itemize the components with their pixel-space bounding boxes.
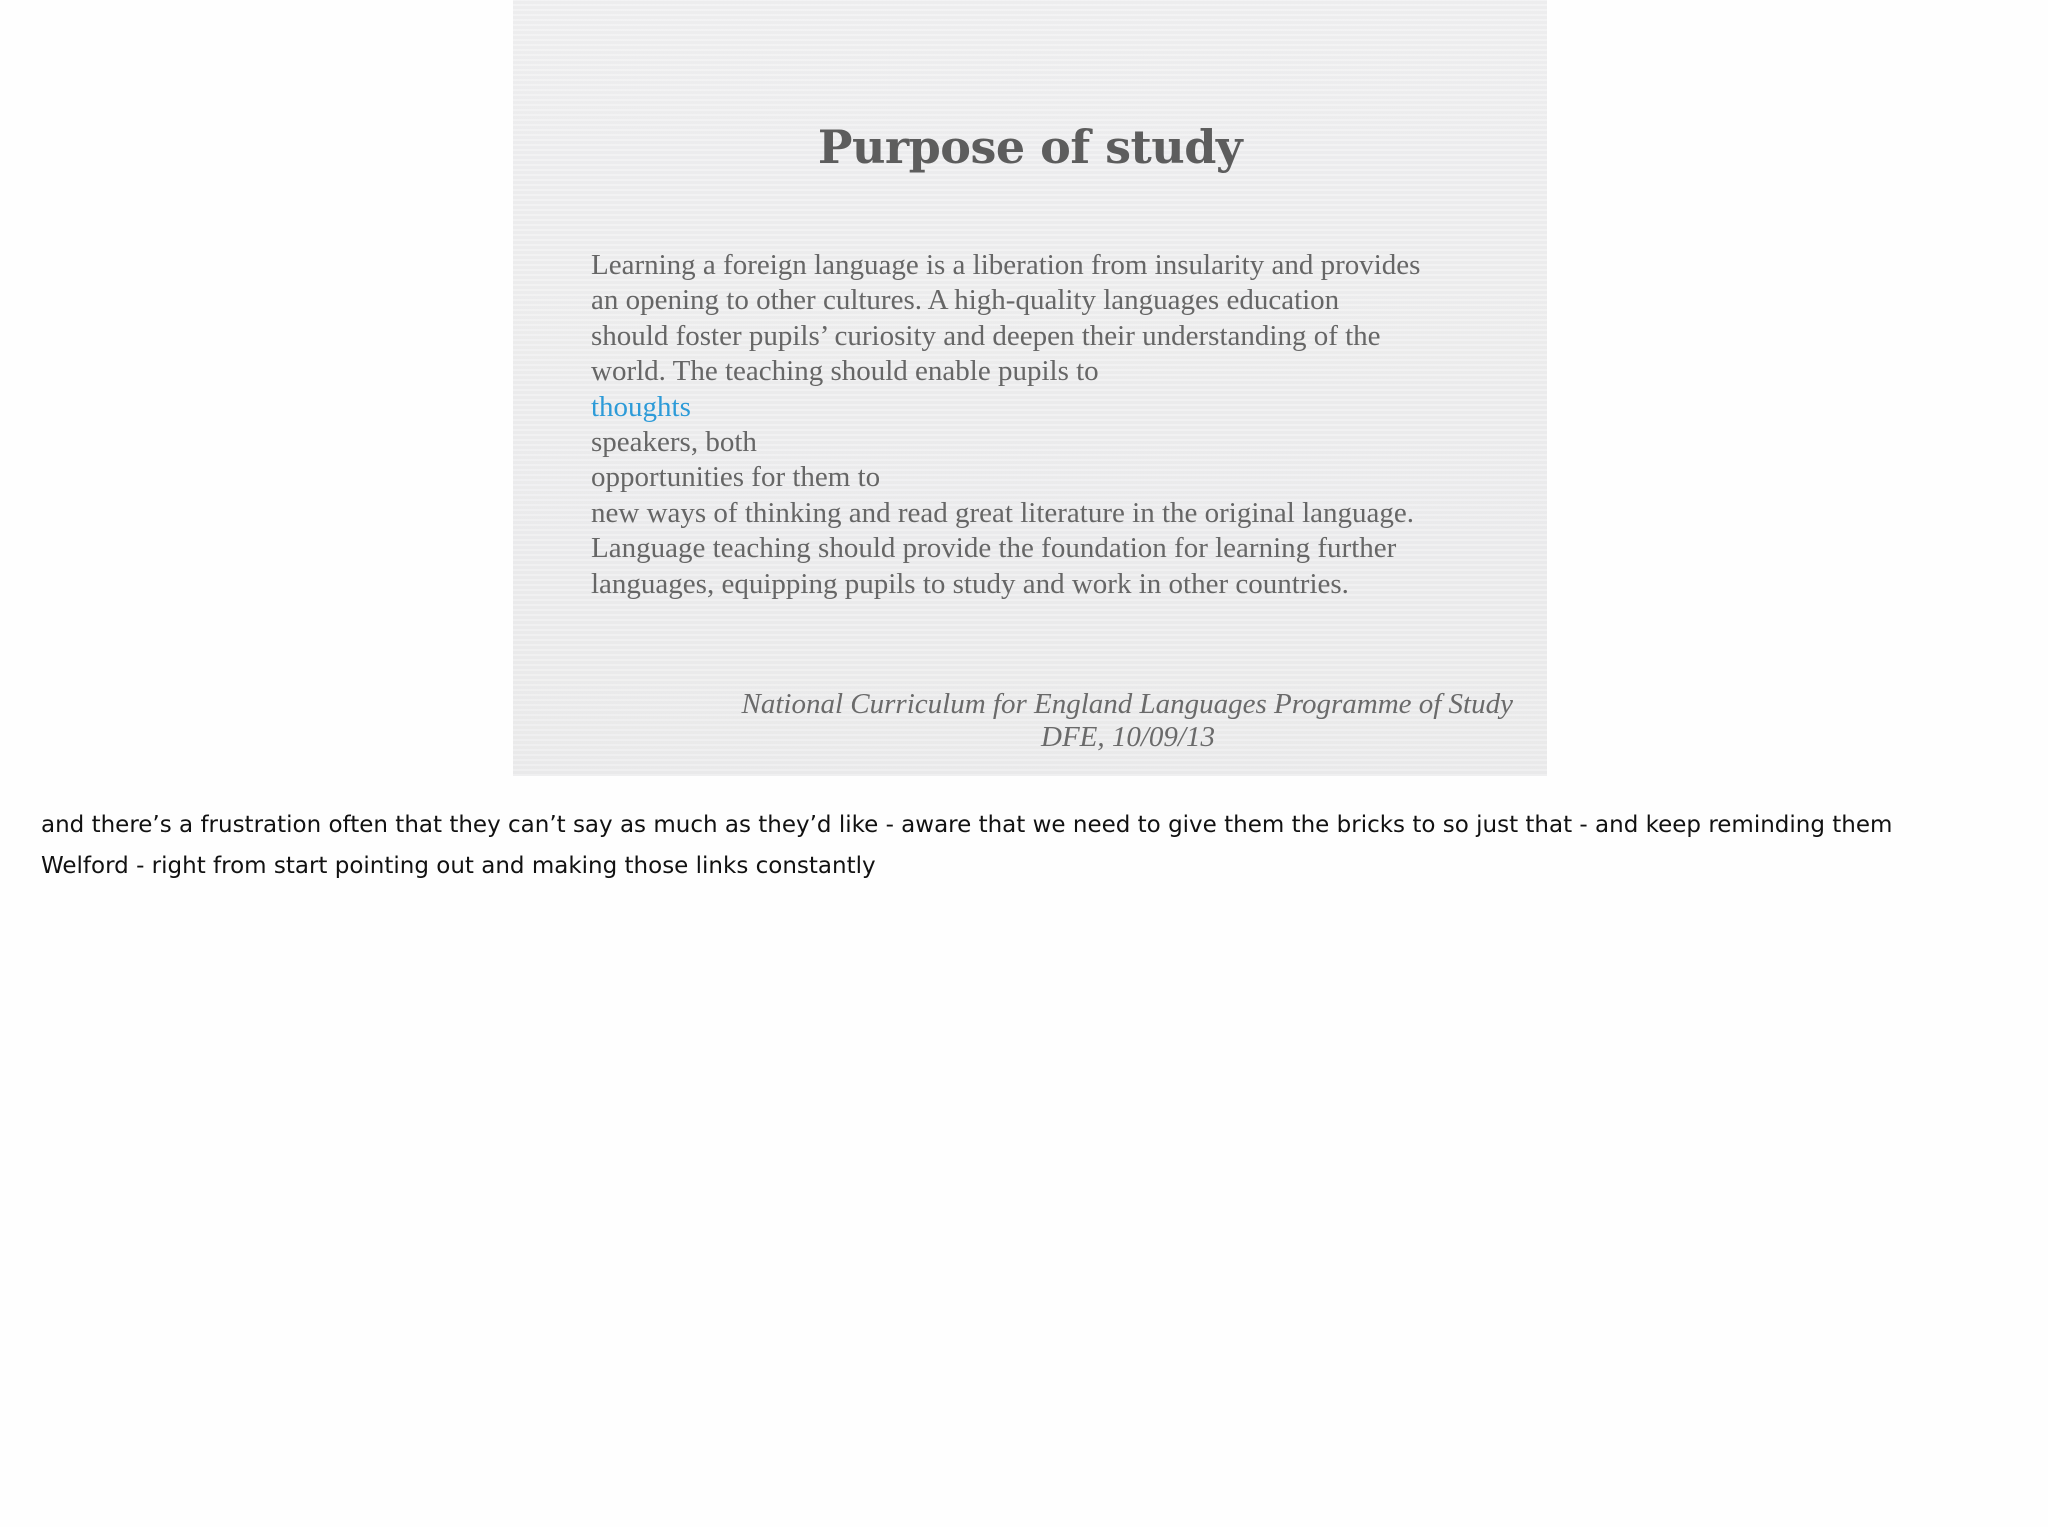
slide-body [591,248,1511,602]
citation-title: National Curriculum for England Languages Programme of Study [741,688,1513,720]
body-line: new ways of thinking and read great literature in the original language. [591,496,1414,529]
slide [513,0,1547,776]
body-line: Language teaching should provide the foundation for learning further [591,532,1397,565]
body-line: languages, equipping pupils to study and work in other countries. [591,567,1349,600]
body-line-highlight: thoughts [591,390,691,423]
speaker-notes [41,805,1892,887]
citation-date: DFE, 10/09/13 [1041,721,1215,753]
note-line: and there’s a frustration often that they can’t say as much as they’d like - aware that we need to give them the bricks to so just that - and keep reminding them [41,812,1893,838]
slide-title [513,120,1547,174]
body-line: an opening to other cultures. A high-quality languages education [591,284,1340,317]
body-line: Learning a foreign language is a liberation from insularity and provides [591,249,1421,281]
note-line: Welford - right from start pointing out and making those links constantly [41,853,876,879]
body-line: world. The teaching should enable pupils to [591,355,1099,388]
body-line: speakers, both [591,426,757,459]
body-line: should foster pupils’ curiosity and deepen their understanding of the [591,319,1381,352]
slide-citation [663,688,1513,754]
body-line: opportunities for them to [591,461,881,494]
slide-title-text: Purpose of study [817,120,1243,174]
